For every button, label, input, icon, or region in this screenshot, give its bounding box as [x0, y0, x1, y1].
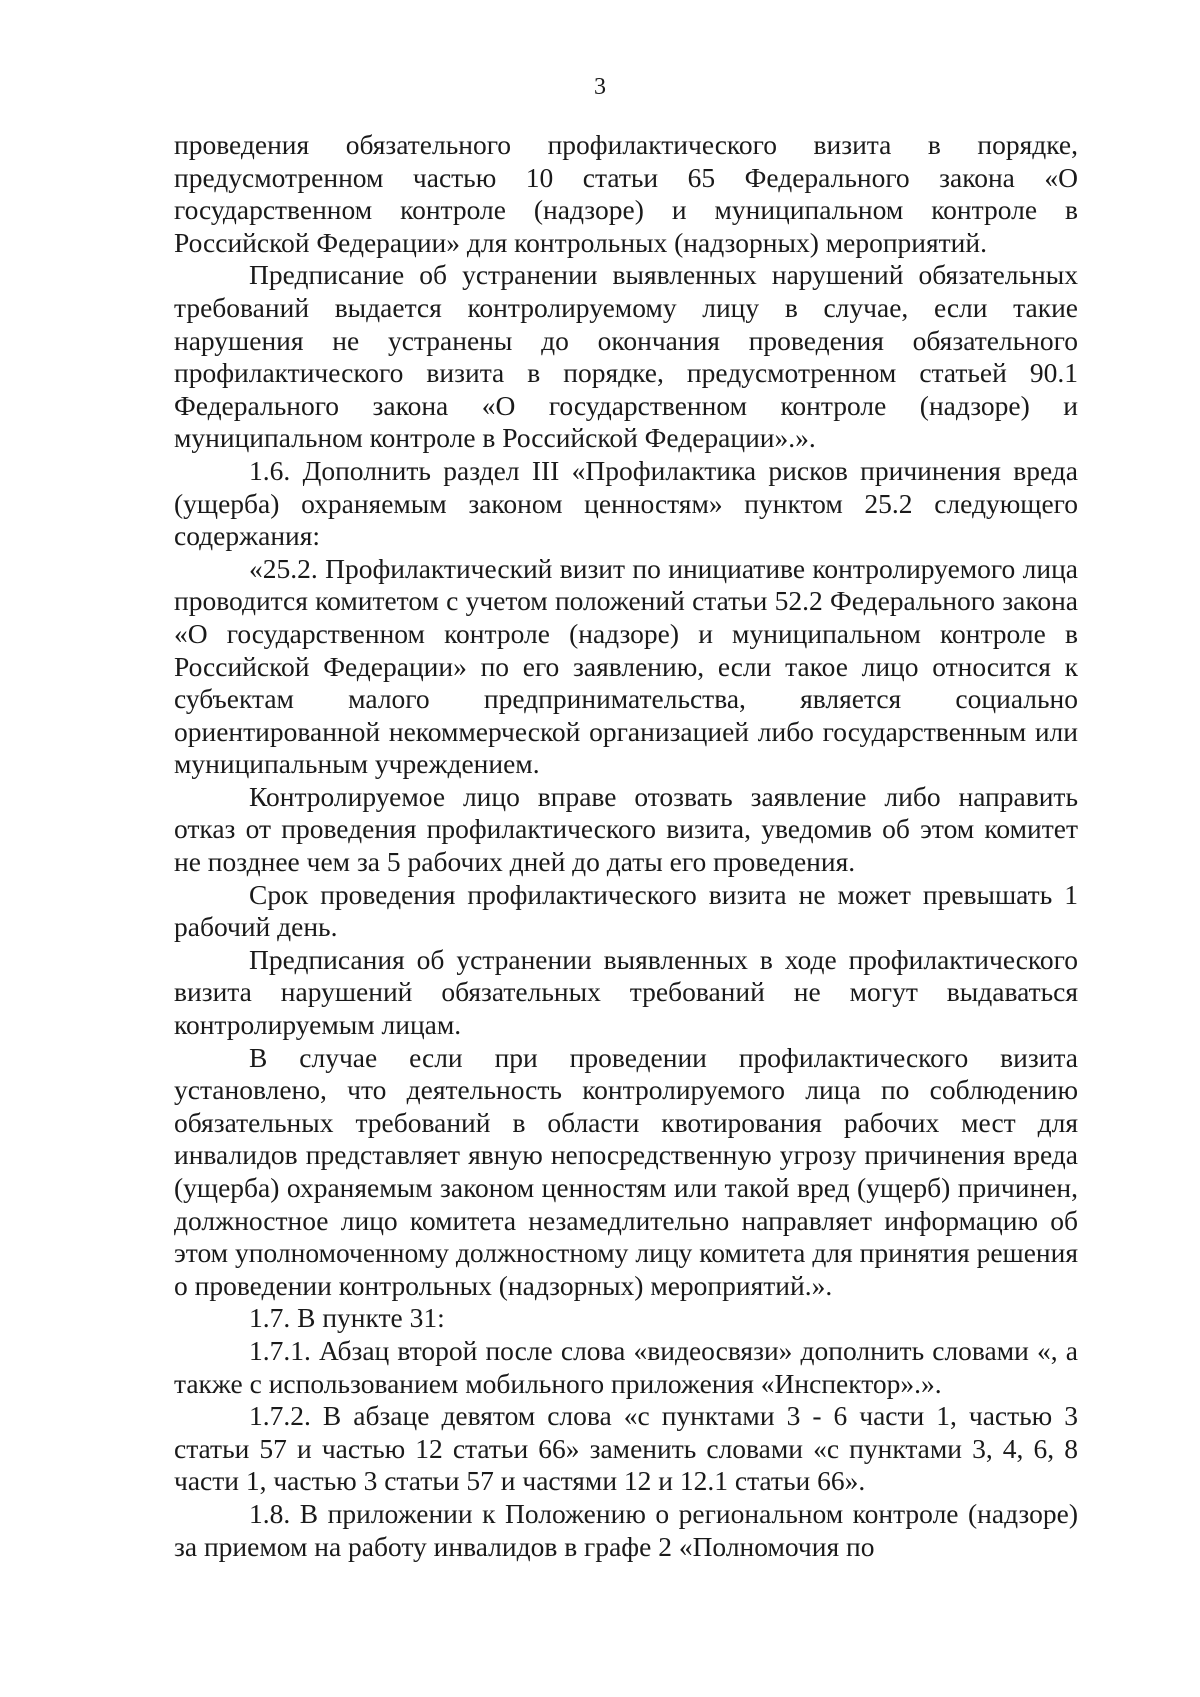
paragraph: «25.2. Профилактический визит по инициативе контролируемого лица проводится комитетом с учетом положений статьи 52.2 Федерального закона «О государственном контроле (надзоре) и муниципальном контроле в Российской Федерации» по его заявлению, если такое лицо относится к субъектам малого предпринимательства, является социально ориентированной некоммерческой организацией либо государственным или муниципальным учреждением.: [174, 552, 1078, 780]
paragraph: Срок проведения профилактического визита не может превышать 1 рабочий день.: [174, 878, 1078, 943]
paragraph: 1.6. Дополнить раздел III «Профилактика рисков причинения вреда (ущерба) охраняемым законом ценностям» пунктом 25.2 следующего содержания:: [174, 454, 1078, 552]
paragraph: В случае если при проведении профилактического визита установлено, что деятельность контролируемого лица по соблюдению обязательных требований в области квотирования рабочих мест для инвалидов представляет явную непосредственную угрозу причинения вреда (ущерба) охраняемым законом ценностям или такой вред (ущерб) причинен, должностное лицо комитета незамедлительно направляет информацию об этом уполномоченному должностному лицу комитета для принятия решения о проведении контрольных (надзорных) мероприятий.».: [174, 1041, 1078, 1301]
page-number: 3: [594, 74, 606, 100]
paragraph: проведения обязательного профилактического визита в порядке, предусмотренном частью 10 статьи 65 Федерального закона «О государственном контроле (надзоре) и муниципальном контроле в Российской Федерации» для контрольных (надзорных) мероприятий.: [174, 129, 1078, 258]
paragraph: 1.7.2. В абзаце девятом слова «с пунктами 3 - 6 части 1, частью 3 статьи 57 и частью 12 статьи 66» заменить словами «с пунктами 3, 4, 6, 8 части 1, частью 3 статьи 57 и частями 12 и 12.1 статьи 66».: [174, 1400, 1078, 1497]
paragraph: 1.7. В пункте 31:: [249, 1302, 445, 1334]
paragraph: Предписание об устранении выявленных нарушений обязательных требований выдается контролируемому лицу в случае, если такие нарушения не устранены до окончания проведения обязательного профилактического визита в порядке, предусмотренном статьей 90.1 Федерального закона «О государственном контроле (надзоре) и муниципальном контроле в Российской Федерации».».: [174, 259, 1078, 454]
paragraph: Предписания об устранении выявленных в ходе профилактического визита нарушений обязательных требований не могут выдаваться контролируемым лицам.: [174, 943, 1078, 1041]
paragraph: 1.7.1. Абзац второй после слова «видеосвязи» дополнить словами «, а также с использованием мобильного приложения «Инспектор».».: [174, 1334, 1078, 1399]
document-body: [174, 129, 1078, 1563]
paragraph: Контролируемое лицо вправе отозвать заявление либо направить отказ от проведения профилактического визита, уведомив об этом комитет не позднее чем за 5 рабочих дней до даты его проведения.: [174, 780, 1078, 878]
paragraph: 1.8. В приложении к Положению о региональном контроле (надзоре) за приемом на работу инвалидов в графе 2 «Полномочия по: [174, 1497, 1078, 1562]
